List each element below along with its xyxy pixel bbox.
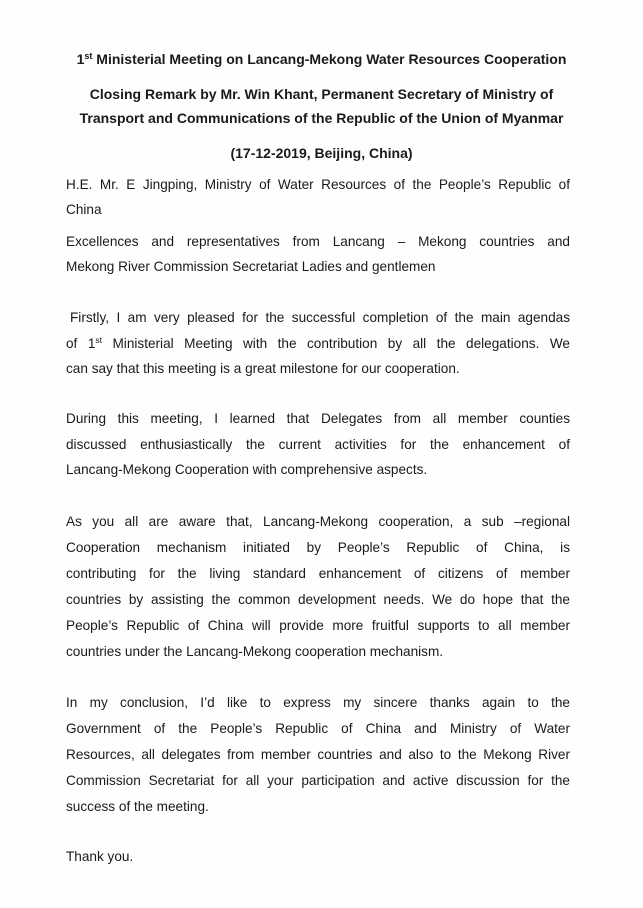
title-ordinal-suffix: st bbox=[84, 51, 93, 61]
salutation-line-2: China bbox=[66, 202, 102, 217]
para3-line-5: People’s Republic of China will provide more fruitful supports to all member bbox=[66, 618, 570, 633]
para1-line-2-text: Ministerial Meeting with the contribution by all the delegations. We bbox=[102, 336, 570, 351]
para2-line-3: Lancang-Mekong Cooperation with comprehensive aspects. bbox=[66, 462, 428, 477]
para1-line-1: Firstly, I am very pleased for the successful completion of the main agendas bbox=[70, 310, 570, 325]
para1-line-3: can say that this meeting is a great milestone for our cooperation. bbox=[66, 361, 460, 376]
para1-line-2 bbox=[66, 335, 570, 353]
para3-line-1: As you all are aware that, Lancang-Mekong cooperation, a sub –regional bbox=[66, 514, 570, 529]
title-ordinal: 1 bbox=[76, 51, 85, 67]
para4-line-3: Resources, all delegates from member countries and also to the Mekong River bbox=[66, 747, 570, 762]
title-meeting-text: Ministerial Meeting on Lancang-Mekong Water Resources Cooperation bbox=[92, 51, 567, 67]
title-ministry: Transport and Communications of the Republic of the Union of Myanmar bbox=[79, 110, 564, 126]
para1-ordinal-suffix: st bbox=[95, 335, 102, 345]
para3-line-2: Cooperation mechanism initiated by People’s Republic of China, is bbox=[66, 540, 570, 555]
salutation-line-1: H.E. Mr. E Jingping, Ministry of Water Resources of the People’s Republic of bbox=[66, 177, 570, 192]
para2-line-2: discussed enthusiastically the current activities for the enhancement of bbox=[66, 437, 570, 452]
para3-line-4: countries by assisting the common development needs. We do hope that the bbox=[66, 592, 570, 607]
para2-line-1: During this meeting, I learned that Delegates from all member counties bbox=[66, 411, 570, 426]
para4-line-1: In my conclusion, I’d like to express my sincere thanks again to the bbox=[66, 695, 570, 710]
para3-line-6: countries under the Lancang-Mekong cooperation mechanism. bbox=[66, 644, 444, 659]
para4-line-4: Commission Secretariat for all your participation and active discussion for the bbox=[66, 773, 570, 788]
para1-ordinal: of 1 bbox=[66, 336, 96, 351]
salutation-line-4: Mekong River Commission Secretariat Ladies and gentlemen bbox=[66, 259, 436, 274]
title-closing-remark: Closing Remark by Mr. Win Khant, Permanent Secretary of Ministry of bbox=[89, 86, 554, 102]
para4-line-2: Government of the People’s Republic of China and Ministry of Water bbox=[66, 721, 570, 736]
para4-line-5: success of the meeting. bbox=[66, 799, 209, 814]
title-meeting bbox=[0, 51, 643, 67]
salutation-line-3: Excellences and representatives from Lancang – Mekong countries and bbox=[66, 234, 570, 249]
para3-line-3: contributing for the living standard enhancement of citizens of member bbox=[66, 566, 570, 581]
title-date-location: (17-12-2019, Beijing, China) bbox=[230, 145, 413, 161]
closing-text: Thank you. bbox=[66, 849, 134, 864]
